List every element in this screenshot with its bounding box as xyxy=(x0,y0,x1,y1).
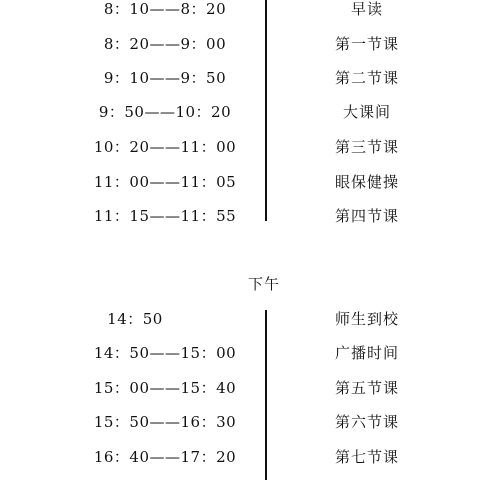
time-slot: 15：50——16：30 xyxy=(93,413,237,431)
activity-label: 第三节课 xyxy=(334,138,399,156)
afternoon-section-title: 下午 xyxy=(247,275,280,293)
schedule-row xyxy=(0,32,480,56)
schedule-row xyxy=(0,376,480,400)
activity-label: 第四节课 xyxy=(334,207,399,225)
schedule-row xyxy=(0,445,480,469)
activity-label: 师生到校 xyxy=(334,310,399,328)
activity-label: 广播时间 xyxy=(334,344,399,362)
activity-label: 眼保健操 xyxy=(334,173,399,191)
time-slot: 14：50 xyxy=(107,310,163,328)
schedule-row xyxy=(0,100,480,124)
schedule-row xyxy=(0,0,480,21)
time-slot: 10：20——11：00 xyxy=(93,138,237,156)
time-slot: 9：50——10：20 xyxy=(98,103,232,121)
time-slot: 8：20——9：00 xyxy=(103,35,227,53)
time-slot: 16：40——17：20 xyxy=(93,448,237,466)
activity-label: 早读 xyxy=(350,0,383,18)
time-slot: 15：00——15：40 xyxy=(93,379,237,397)
schedule-row xyxy=(0,204,480,228)
activity-label: 大课间 xyxy=(342,103,391,121)
time-slot: 11：15——11：55 xyxy=(93,207,237,225)
schedule-row xyxy=(0,410,480,434)
activity-label: 第五节课 xyxy=(334,379,399,397)
schedule-row xyxy=(0,307,480,331)
schedule-row xyxy=(0,66,480,90)
time-slot: 8：10——8：20 xyxy=(103,0,227,18)
schedule-row xyxy=(0,170,480,194)
time-slot: 11：00——11：05 xyxy=(93,173,237,191)
time-slot: 14：50——15：00 xyxy=(93,344,237,362)
schedule-row xyxy=(0,341,480,365)
activity-label: 第二节课 xyxy=(334,69,399,87)
activity-label: 第七节课 xyxy=(334,448,399,466)
schedule-row xyxy=(0,135,480,159)
activity-label: 第六节课 xyxy=(334,413,399,431)
time-slot: 9：10——9：50 xyxy=(103,69,227,87)
activity-label: 第一节课 xyxy=(334,35,399,53)
